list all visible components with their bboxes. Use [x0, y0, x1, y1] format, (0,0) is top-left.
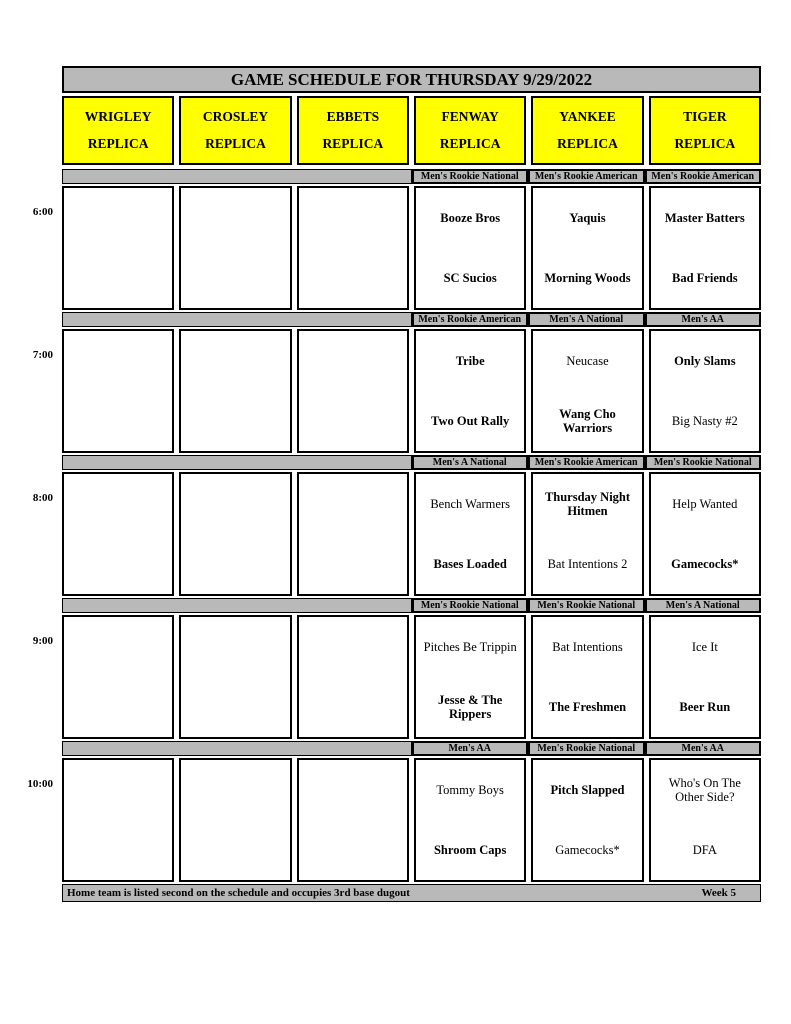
field-header-yankee [531, 96, 643, 165]
game-cell [179, 186, 291, 310]
home-team [299, 534, 407, 594]
time-label: 8:00 [32, 492, 53, 504]
away-team: Yaquis [569, 210, 606, 225]
field-type: REPLICA [557, 136, 618, 151]
game-cell [531, 186, 643, 310]
division-label: Men's Rookie National [412, 598, 529, 613]
home-team [299, 391, 407, 451]
division-strip [62, 598, 761, 613]
game-cell [62, 472, 174, 596]
game-cell [297, 615, 409, 739]
home-team: Beer Run [679, 699, 731, 714]
division-strip [62, 169, 761, 184]
game-cell [531, 758, 643, 882]
field-type: REPLICA [87, 136, 149, 151]
division-label: Men's Rookie National [528, 741, 645, 756]
away-team [299, 331, 407, 391]
division-label: Men's AA [645, 741, 762, 756]
division-label: Men's A National [528, 312, 645, 327]
division-label: Men's AA [412, 741, 529, 756]
division-strip-blank [62, 312, 412, 327]
game-cell [62, 329, 174, 453]
home-team: The Freshmen [548, 699, 627, 714]
home-team: Jesse & The Rippers [437, 692, 503, 721]
division-label: Men's AA [645, 312, 762, 327]
home-team [299, 248, 407, 308]
home-team: Wang Cho Warriors [559, 406, 616, 435]
time-label: 10:00 [27, 778, 53, 790]
home-team [181, 534, 289, 594]
away-team [299, 760, 407, 820]
division-label: Men's Rookie National [528, 598, 645, 613]
division-strip-blank [62, 169, 412, 184]
away-team: Ice It [691, 639, 718, 654]
away-team [181, 617, 289, 677]
game-cell [179, 758, 291, 882]
home-team [64, 391, 172, 451]
away-team: Help Wanted [672, 496, 738, 511]
away-team [64, 188, 172, 248]
game-cell [414, 472, 526, 596]
home-team [299, 820, 407, 880]
field-header-wrigley [62, 96, 174, 165]
game-cell [531, 472, 643, 596]
home-team: Gamecocks* [555, 842, 620, 857]
home-team: Two Out Rally [431, 413, 510, 428]
field-name: EBBETS [326, 109, 380, 124]
home-team [181, 820, 289, 880]
home-team: SC Sucios [443, 270, 497, 285]
away-team: Tribe [455, 353, 485, 368]
game-cell [414, 615, 526, 739]
field-name: YANKEE [559, 109, 616, 124]
game-cell [297, 758, 409, 882]
home-team: Morning Woods [544, 270, 631, 285]
away-team [181, 331, 289, 391]
field-header-fenway [414, 96, 526, 165]
away-team: Who's On The Other Side? [668, 775, 741, 804]
away-team [64, 331, 172, 391]
time-label: 6:00 [32, 206, 53, 218]
time-label: 9:00 [32, 635, 53, 647]
game-cell [62, 615, 174, 739]
field-name: WRIGLEY [84, 109, 152, 124]
home-team [64, 248, 172, 308]
away-team: Pitch Slapped [550, 782, 625, 797]
away-team: Neucase [566, 353, 609, 368]
field-name: FENWAY [441, 109, 499, 124]
home-team: Bad Friends [672, 270, 738, 285]
home-team: Shroom Caps [433, 842, 507, 857]
games-row [27, 758, 761, 882]
division-label: Men's Rookie American [645, 169, 762, 184]
away-team: Tommy Boys [436, 782, 504, 797]
division-label: Men's Rookie National [412, 169, 529, 184]
away-team [64, 474, 172, 534]
division-label: Men's Rookie American [528, 169, 645, 184]
away-team [299, 474, 407, 534]
away-team: Only Slams [674, 353, 736, 368]
game-cell [649, 472, 761, 596]
division-strip-blank [62, 741, 412, 756]
home-team [64, 820, 172, 880]
game-cell [531, 615, 643, 739]
away-team: Pitches Be Trippin [423, 639, 517, 654]
away-team [181, 188, 289, 248]
division-label: Men's Rookie American [528, 455, 645, 470]
time-label: 7:00 [32, 349, 53, 361]
home-team [181, 677, 289, 737]
game-cell [414, 329, 526, 453]
away-team [181, 760, 289, 820]
games-row [32, 329, 761, 453]
field-type: REPLICA [322, 136, 384, 151]
away-team: Bat Intentions [552, 639, 623, 654]
division-label: Men's A National [645, 598, 762, 613]
footer-note: Home team is listed second on the schedule and occupies 3rd base dugout [67, 887, 410, 899]
game-cell [179, 615, 291, 739]
fields-row [62, 96, 761, 165]
field-type: REPLICA [439, 136, 501, 151]
away-team: Thursday Night Hitmen [544, 489, 631, 518]
game-cell [649, 615, 761, 739]
home-team [64, 534, 172, 594]
home-team [181, 248, 289, 308]
game-cell [179, 472, 291, 596]
field-type: REPLICA [205, 136, 266, 151]
game-cell [297, 329, 409, 453]
footer-bar [62, 884, 761, 902]
away-team: Booze Bros [440, 210, 501, 225]
division-strip [62, 455, 761, 470]
field-name: TIGER [683, 109, 727, 124]
home-team: Gamecocks* [671, 556, 739, 571]
home-team: Bases Loaded [433, 556, 507, 571]
home-team: Big Nasty #2 [671, 413, 738, 428]
week-label: Week 5 [701, 887, 736, 899]
games-row [32, 615, 761, 739]
game-cell [297, 186, 409, 310]
games-row [32, 472, 761, 596]
game-cell [414, 186, 526, 310]
division-strip-blank [62, 455, 412, 470]
division-strip-blank [62, 598, 412, 613]
home-team [181, 391, 289, 451]
away-team [64, 617, 172, 677]
schedule-table [27, 66, 761, 902]
division-label: Men's Rookie National [645, 455, 762, 470]
home-team: DFA [692, 842, 717, 857]
game-cell [649, 329, 761, 453]
game-cell [179, 329, 291, 453]
game-cell [297, 472, 409, 596]
schedule-body [27, 169, 761, 882]
field-header-crosley [179, 96, 291, 165]
away-team [64, 760, 172, 820]
game-cell [649, 186, 761, 310]
field-name: CROSLEY [202, 109, 269, 124]
field-header-ebbets [297, 96, 409, 165]
away-team: Bench Warmers [430, 496, 510, 511]
games-row [32, 186, 761, 310]
away-team: Master Batters [664, 210, 745, 225]
division-strip [62, 312, 761, 327]
home-team [64, 677, 172, 737]
game-cell [649, 758, 761, 882]
division-strip [62, 741, 761, 756]
game-cell [531, 329, 643, 453]
game-cell [414, 758, 526, 882]
home-team: Bat Intentions 2 [547, 556, 628, 571]
schedule-title: GAME SCHEDULE FOR THURSDAY 9/29/2022 [62, 66, 761, 93]
away-team [181, 474, 289, 534]
game-cell [62, 186, 174, 310]
game-cell [62, 758, 174, 882]
away-team [299, 617, 407, 677]
field-header-tiger [649, 96, 761, 165]
division-label: Men's A National [412, 455, 529, 470]
home-team [299, 677, 407, 737]
division-label: Men's Rookie American [412, 312, 529, 327]
away-team [299, 188, 407, 248]
field-type: REPLICA [674, 136, 736, 151]
